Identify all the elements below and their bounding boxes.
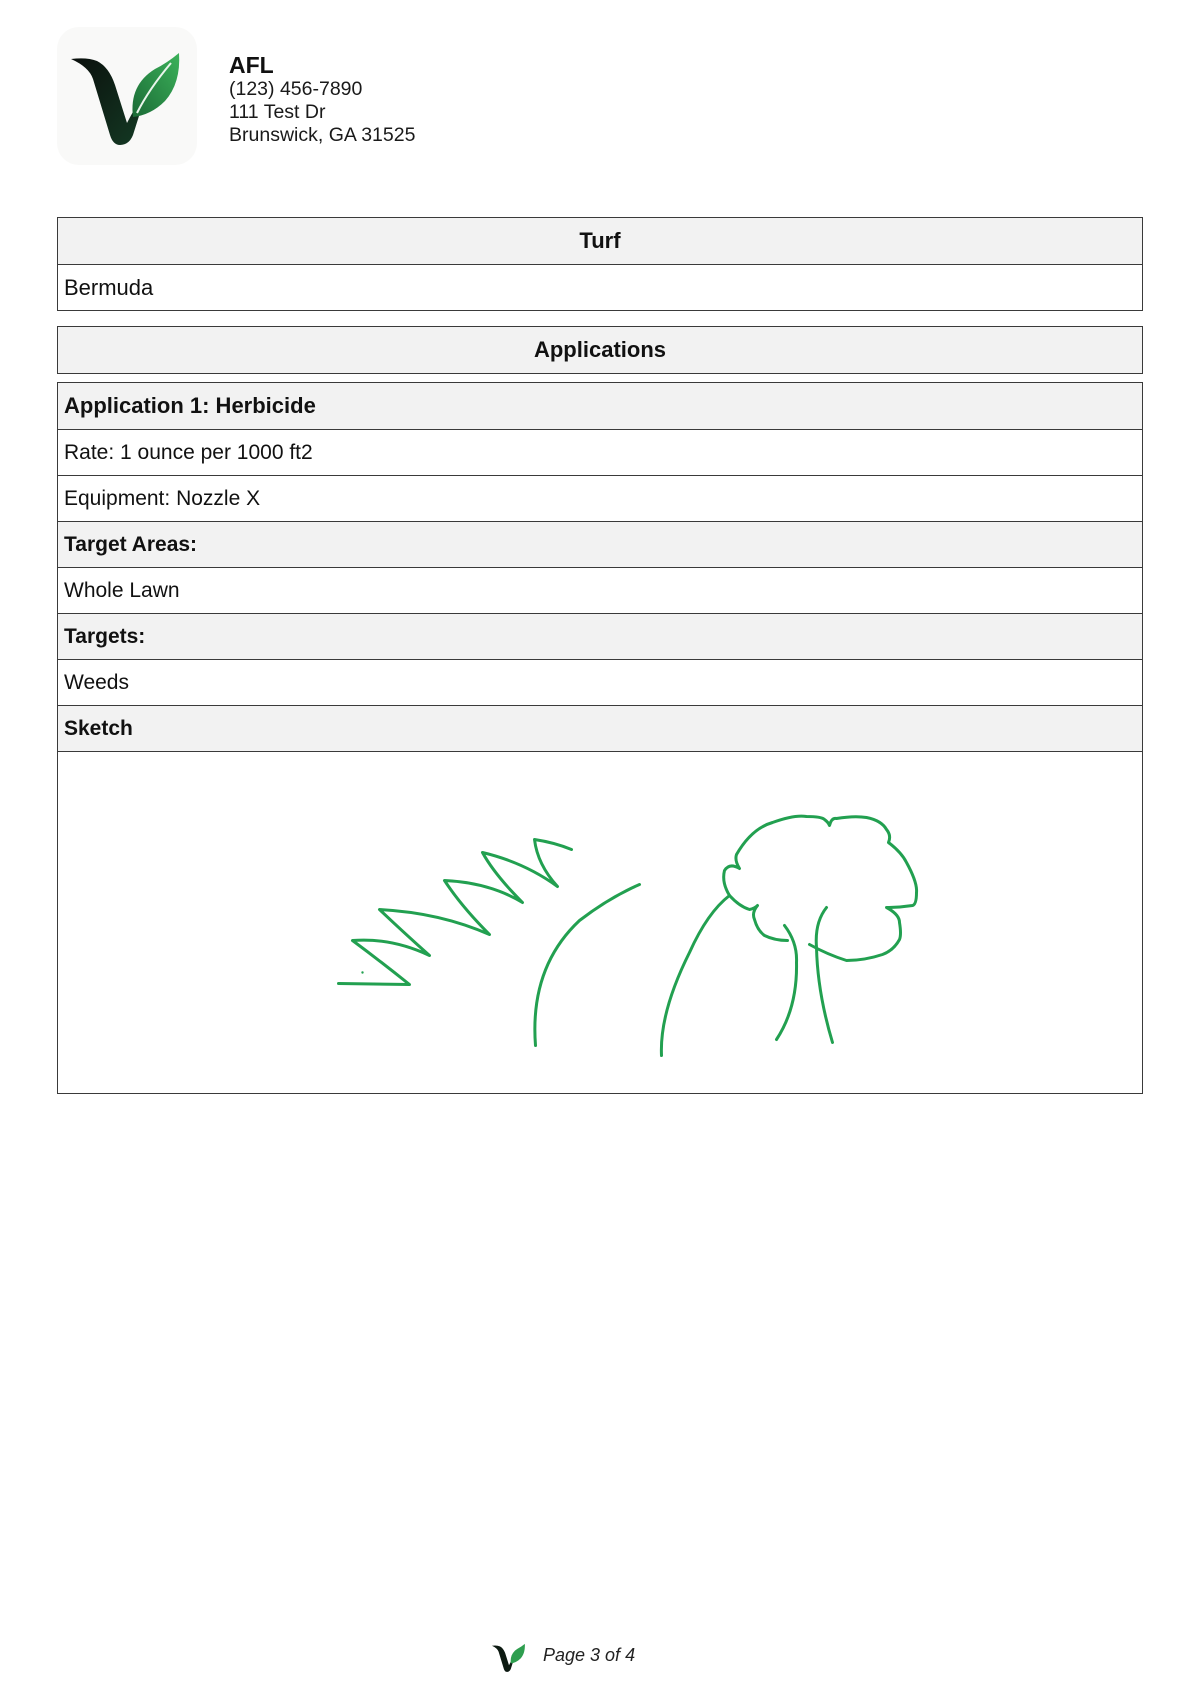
company-address-line2: Brunswick, GA 31525 xyxy=(229,124,416,146)
sketch-area xyxy=(58,751,1142,1093)
target-areas-label: Target Areas: xyxy=(58,521,1142,567)
applications-header: Applications xyxy=(58,327,1142,373)
sketch-grass-stroke xyxy=(339,840,572,985)
application-rate: Rate: 1 ounce per 1000 ft2 xyxy=(58,429,1142,475)
page-footer xyxy=(487,1636,635,1678)
applications-table xyxy=(57,326,1143,374)
turf-table xyxy=(57,217,1143,311)
application-title: Application 1: Herbicide xyxy=(58,383,1142,429)
application-equipment: Equipment: Nozzle X xyxy=(58,475,1142,521)
company-phone: (123) 456-7890 xyxy=(229,78,363,100)
turf-value: Bermuda xyxy=(58,264,1142,310)
sketch-tree-canopy xyxy=(724,816,917,960)
company-logo xyxy=(57,27,197,165)
leaf-v-logo-icon xyxy=(487,1636,531,1678)
sketch-label: Sketch xyxy=(58,705,1142,751)
turf-header: Turf xyxy=(58,218,1142,264)
leaf-v-logo-icon xyxy=(57,27,197,165)
target-areas-value: Whole Lawn xyxy=(58,567,1142,613)
company-name: AFL xyxy=(229,52,274,78)
targets-value: Weeds xyxy=(58,659,1142,705)
sketch-drawing xyxy=(58,752,1141,1094)
targets-label: Targets: xyxy=(58,613,1142,659)
sketch-curve-stroke xyxy=(535,885,640,1046)
company-info xyxy=(229,52,415,147)
sketch-tree-trunk-right xyxy=(816,908,832,1043)
sketch-tree-inner xyxy=(730,896,788,941)
application-1-table xyxy=(57,382,1143,1094)
page-number: Page 3 of 4 xyxy=(543,1644,636,1665)
sketch-tree-left-arc xyxy=(661,896,729,1056)
sketch-tree-trunk-left xyxy=(777,926,797,1040)
company-address-line1: 111 Test Dr xyxy=(229,101,326,123)
